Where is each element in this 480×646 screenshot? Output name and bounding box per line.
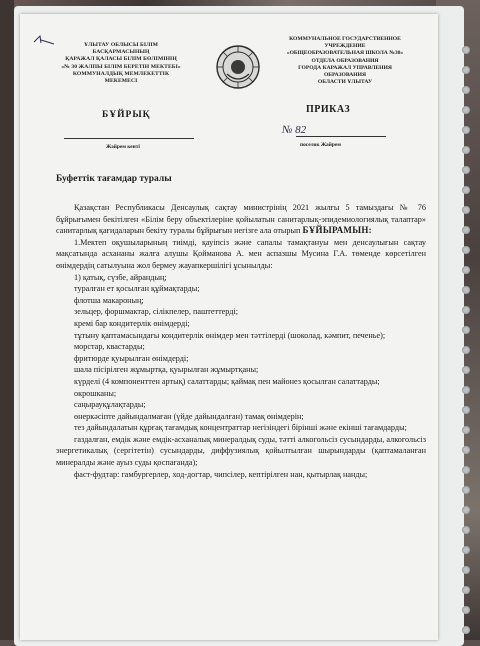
body-paragraph: күрделі (4 компоненттен артық) салаттарды; қаймақ пен майонез қосылған салаттарды; [74,376,380,386]
punch-hole [462,566,470,574]
date-line-right [296,136,386,137]
body-paragraph: фритюрде қуырылған өнімдерді; [74,353,189,363]
header-right-line: ОБЛАСТИ ҰЛЫТАУ [317,79,373,86]
document-page [20,14,438,640]
body-paragraph: фаст-фудтар: гамбургерлер, ход-догтар, чипсілер, кептірілген нан, қытырлақ нанды; [74,469,368,479]
preamble-paragraph [56,202,426,237]
punch-hole [462,486,470,494]
header-left-line: «№ 30 ЖАЛПЫ БІЛІМ БЕРЕТІН МЕКТЕБІ» [61,63,181,70]
order-word: БҰЙЫРАМЫН: [302,225,372,236]
header-right-line: КОММУНАЛЬНОЕ ГОСУДАРСТВЕННОЕ [289,36,401,42]
punch-hole [462,386,470,394]
punch-hole [462,346,470,354]
body-paragraph: флотша макароның; [74,295,144,305]
punch-hole [462,626,470,634]
sleeve-punch-holes [460,46,474,646]
punch-hole [462,146,470,154]
punch-hole [462,206,470,214]
document-title: Буфеттік тағамдар туралы [56,174,172,184]
punch-hole [462,606,470,614]
punch-hole [462,406,470,414]
punch-hole [462,306,470,314]
header-right-line: ГОРОДА КАРАЖАЛ УПРАВЛЕНИЯ [298,64,392,71]
punch-hole [462,506,470,514]
punch-hole [462,446,470,454]
punch-hole [462,66,470,74]
punch-hole [462,46,470,54]
background-left [0,0,14,640]
punch-hole [462,286,470,294]
header-left-line: ҰЛЫТАУ ОБЛЫСЫ БІЛІМ [83,42,159,48]
date-line-left [64,138,194,139]
header-left-line: МЕКЕМЕСІ [104,78,138,85]
body-paragraph: окрошканы; [74,388,117,398]
body-paragraph: морстар, квастарды; [74,342,145,352]
header-right-line: ОБРАЗОВАНИЯ [323,72,367,79]
header-left-line: КОММУНАЛДЫҚ МЕМЛЕКЕТТІК [72,70,170,77]
punch-hole [462,126,470,134]
punch-hole [462,586,470,594]
body-paragraph: шала пісірілген жұмыртқа, қуырылған жұмыртқаны; [74,365,259,375]
body-paragraph: кремі бар кондитерлік өнімдерді; [74,318,190,328]
punch-hole [462,526,470,534]
body-paragraph: зельцер, форшмактар, сілікпелер, паштеттерді; [74,307,239,317]
order-title-kz: БҰЙРЫҚ [102,110,151,120]
header-right-line: «ОБЩЕОБРАЗОВАТЕЛЬНАЯ ШКОЛА №30» [286,50,404,57]
body-paragraph: 1.Мектеп оқушыларының тиімді, қауіпсіз және сапалы тамақтануы мен денсаулығын сақтау мақсатында асхананы жалға алушы Қойманова А. мен аспазшы Мусина Г.А. төменде көрсетілген өнімдердің сатылуына жол бермеу жауапкершілігі ұсынылды: [56,237,426,270]
place-kz: Жәйрем кенті [106,144,140,150]
punch-hole [462,546,470,554]
punch-hole [462,226,470,234]
punch-hole [462,86,470,94]
body-paragraph: туралған ет қосылған құймақтарды; [74,284,200,294]
body-paragraph: тұтыну қаптамасындағы кондитерлік өнімдер мен тәттілерді (шоколад, кәмпит, печенье); [74,330,386,340]
place-ru: поселок Жайрем [300,142,341,148]
body-paragraph: тез дайындалатын құрғақ тағамдық концентраттар негізіндегі бірінші және екінші тағамдарды; [74,423,407,433]
header-right-ru [270,36,420,86]
header-left-line: БАСҚАРМАСЫНЫҢ [92,49,150,56]
paragraph-list [56,237,426,480]
punch-hole [462,426,470,434]
punch-hole [462,326,470,334]
body-paragraph: өнеркәсіпте дайындалмаған (үйде дайындалған) тамақ өнімдерін; [74,411,304,421]
punch-hole [462,186,470,194]
body-paragraph: 1) қатық, сүзбе, айрандың; [74,272,167,282]
punch-hole [462,166,470,174]
order-number: № 82 [282,124,307,136]
document-body [56,202,426,480]
body-paragraph: саңырауқұлақтарды; [74,400,146,410]
header-left-kz [46,42,196,85]
body-paragraph: газдалған, емдік және емдік-асханалық минералдық суды, тәтті алкогольсіз сусындарды, алкогольсіз энергетикалық (сергітетін) сусындарды, диффузиялық қойылтылған шырындарды (қаптамаланған минералды және ауыз суды қоспағанда); [56,434,426,468]
header-right-line: ОТДЕЛА ОБРАЗОВАНИЯ [311,57,379,64]
punch-hole [462,246,470,254]
state-emblem-icon [215,44,261,90]
header-right-line: УЧРЕЖДЕНИЕ [324,43,366,50]
order-title-ru: ПРИКАЗ [306,104,351,115]
punch-hole [462,266,470,274]
header-left-line: ҚАРАЖАЛ ҚАЛАСЫ БІЛІМ БӨЛІМІНІҢ [65,56,177,63]
punch-hole [462,106,470,114]
punch-hole [462,366,470,374]
preamble-text: Қазақстан Республикасы Денсаулық сақтау министрінің 2021 жылғы 5 тамыздағы № 76 бұйрығымен бекітілген «Білім беру объектілеріне қойылатын санитарлық-эпидемиологиялық талаптар» санитарлық қағидаларын бекіту туралы бұйрығын негізге ала отырып [56,203,426,236]
punch-hole [462,466,470,474]
